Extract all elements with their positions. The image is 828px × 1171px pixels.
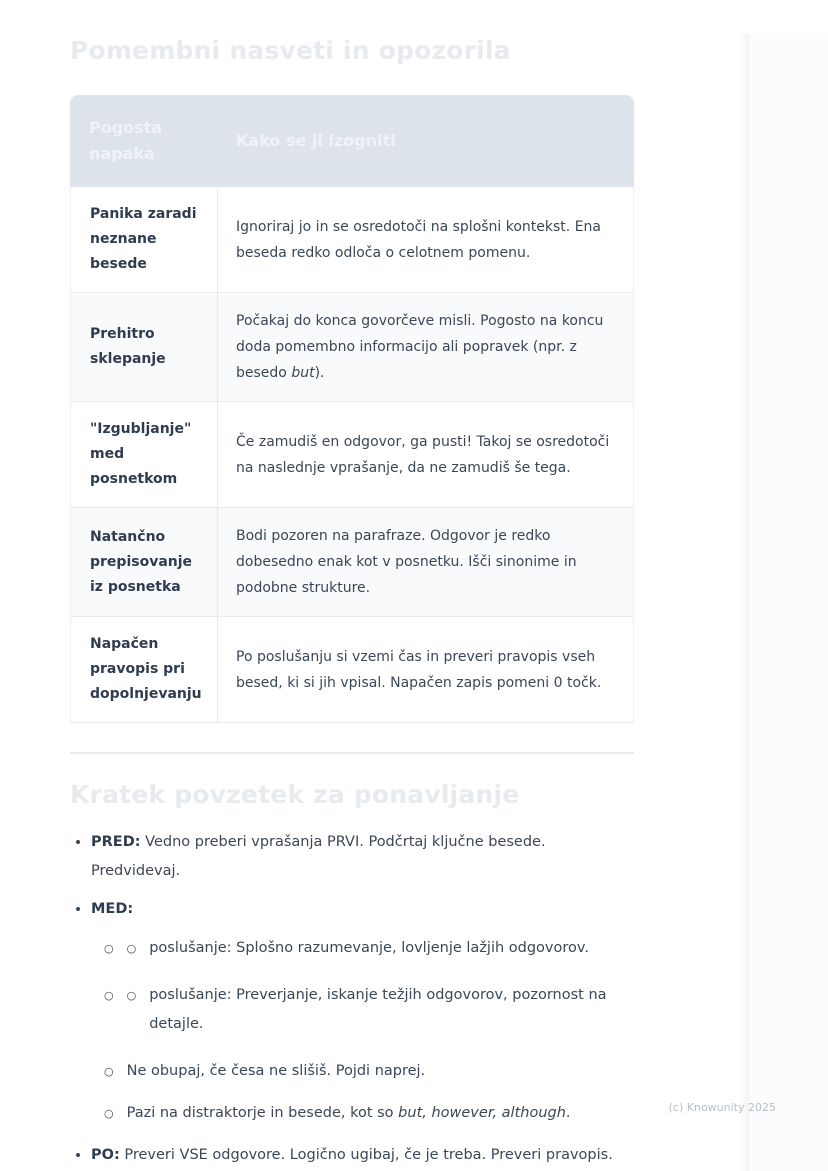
list-item-text: Vedno preberi vprašanja PRVI. Podčrtaj ključne besede. Predvidevaj. [91,834,546,879]
list-item-label: PRED: [91,834,141,850]
page-edge-area [751,33,828,1171]
mistake-cell: Prehitro sklepanje [70,293,218,402]
table-header-solution: Kako se ji izogniti [218,95,634,187]
common-mistakes-table [70,95,634,723]
circle-bullet-icon: ○ [126,989,137,1002]
section-divider [70,752,634,754]
summary-list [70,828,634,1170]
med-sublist [91,934,634,1128]
sublist-item-text: poslušanje: Preverjanje, iskanje težjih odgovorov, pozornost na detajle. [149,987,607,1032]
italic-term: but [291,365,315,381]
sublist-item-text: poslušanje: Splošno razumevanje, lovljenje lažjih odgovorov. [149,940,589,956]
page-edge-line [749,33,751,1171]
list-item-med [91,895,634,1128]
circle-bullet-icon: ○ [104,1065,114,1078]
sublist-item-text: Pazi na distraktorje in besede, kot so but, however, although. [126,1105,571,1121]
solution-cell: Ignoriraj jo in se osredotoči na splošni kontekst. Ena beseda redko odloča o celotnem pomenu. [218,187,634,293]
circle-bullet-icon: ○ [104,989,114,1002]
table-row [70,402,634,508]
table-header-mistake: Pogosta napaka [70,95,218,187]
table-row [70,187,634,293]
list-item-text: Preveri VSE odgovore. Logično ugibaj, če je treba. Preveri pravopis. [124,1147,613,1163]
page-edge-shadow [738,33,749,1171]
italic-terms: but, however, although [398,1105,566,1121]
solution-cell: Bodi pozoren na parafraze. Odgovor je redko dobesedno enak kot v posnetku. Išči sinonime in podobne strukture. [218,508,634,617]
circle-bullet-icon: ○ [126,942,137,955]
list-item-po [91,1141,634,1170]
table-row [70,508,634,617]
sublist-item [104,1099,634,1128]
mistake-cell: "Izgubljanje" med posnetkom [70,402,218,508]
table-row [70,617,634,723]
table-row [70,293,634,402]
mistake-cell: Natančno prepisovanje iz posnetka [70,508,218,617]
solution-cell: Če zamudiš en odgovor, ga pusti! Takoj se osredotoči na naslednje vprašanje, da ne zamudiš še tega. [218,402,634,508]
table-header-row [70,95,634,187]
mistake-cell: Napačen pravopis pri dopolnjevanju [70,617,218,723]
document-page [70,0,634,1170]
sublist-item [104,1057,634,1086]
summary-title: Kratek povzetek za ponavljanje [70,780,520,809]
page-title: Pomembni nasveti in opozorila [70,36,511,65]
mistake-cell: Panika zaradi neznane besede [70,187,218,293]
solution-cell: Po poslušanju si vzemi čas in preveri pravopis vseh besed, ki si jih vpisal. Napačen zapis pomeni 0 točk. [218,617,634,723]
circle-bullet-icon: ○ [104,1107,114,1120]
copyright-footer: (c) Knowunity 2025 [668,1101,776,1114]
sublist-item [104,981,634,1039]
solution-cell: Počakaj do konca govorčeve misli. Pogosto na koncu doda pomembno informacijo ali popravek (npr. z besedo but). [218,293,634,402]
list-item-label: PO: [91,1147,120,1163]
list-item-label: MED: [91,901,134,917]
sublist-item [104,934,634,963]
sublist-item-text: Ne obupaj, če česa ne slišiš. Pojdi naprej. [126,1063,426,1079]
circle-bullet-icon: ○ [104,942,114,955]
list-item-pred [91,828,596,886]
